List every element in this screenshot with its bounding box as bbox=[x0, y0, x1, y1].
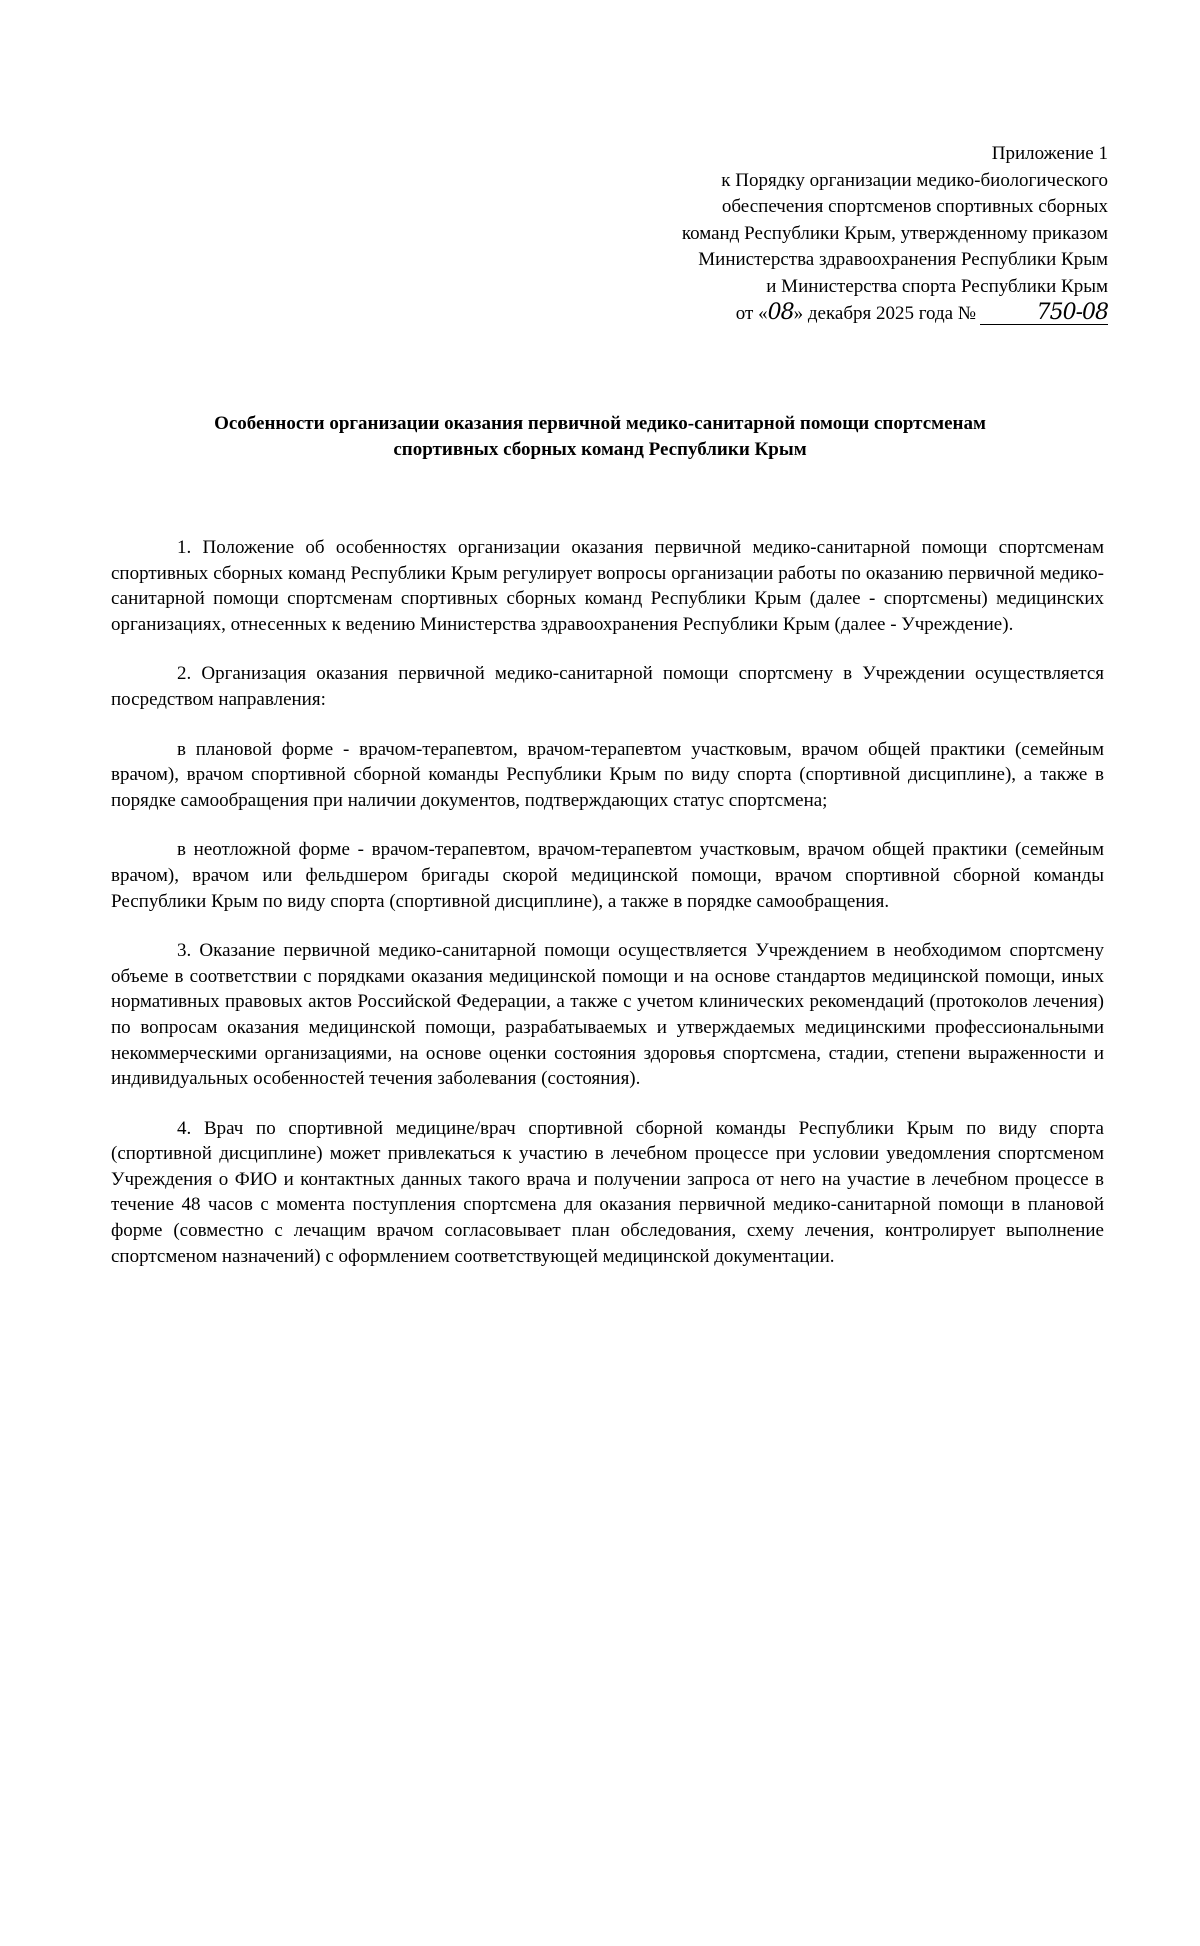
paragraph-1: 1. Положение об особенностях организации оказания первичной медико-санитарной помощи спортсменам спортивных сборных команд Республики Крым регулирует вопросы организации работы по оказанию первичной медико-санитарной помощи спортсменам спортивных сборных команд Республики Крым (далее - спортсмены) медицинских организациях, отнесенных к ведению Министерства здравоохранения Республики Крым (далее - Учреждение). bbox=[111, 537, 1104, 635]
appendix-line: и Министерства спорта Республики Крым bbox=[766, 275, 1108, 297]
appendix-label: Приложение 1 bbox=[991, 143, 1108, 164]
appendix-line: обеспечения спортсменов спортивных сборных bbox=[721, 196, 1108, 217]
appendix-line: к Порядку организации медико-биологического bbox=[721, 169, 1108, 191]
order-number-field bbox=[980, 300, 1108, 325]
document-body bbox=[111, 535, 1104, 1293]
title-line: спортивных сборных команд Республики Крым bbox=[393, 439, 807, 460]
paragraph-4: 4. Врач по спортивной медицине/врач спортивной сборной команды Республики Крым по виду спорта (спортивной дисциплине) может привлекаться к участию в лечебном процессе при условии уведомления спортсменом Учреждения о ФИО и контактных данных такого врача и получении запроса от него на участие в лечебном процессе в течение 48 часов с момента поступления спортсмена для оказания первичной медико-санитарной помощи в плановой форме (совместно с лечащим врачом согласовывает план обследования, схему лечения, контролирует выполнение спортсменом назначений) с оформлением соответствующей медицинской документации. bbox=[111, 1117, 1104, 1267]
date-suffix: » декабря 2025 года № bbox=[793, 303, 976, 324]
document-title bbox=[110, 411, 1090, 463]
date-prefix: от « bbox=[735, 303, 768, 324]
paragraph-2-urgent: в неотложной форме - врачом-терапевтом, врачом-терапевтом участковым, врачом общей практики (семейным врачом), врачом или фельдшером бригады скорой медицинской помощи, врачом спортивной сборной команды Республики Крым по виду спорта (спортивной дисциплине), а также в порядке самообращения. bbox=[111, 839, 1104, 912]
paragraph-2-planned: в плановой форме - врачом-терапевтом, врачом-терапевтом участковым, врачом общей практики (семейным врачом), врачом спортивной сборной команды Республики Крым по виду спорта (спортивной дисциплине), а также в порядке самообращения при наличии документов, подтверждающих статус спортсмена; bbox=[111, 738, 1104, 811]
appendix-header bbox=[548, 141, 1108, 328]
title-line: Особенности организации оказания первичной медико-санитарной помощи спортсменам bbox=[214, 413, 986, 434]
paragraph-2: 2. Организация оказания первичной медико-санитарной помощи спортсмену в Учреждении осуществляется посредством направления: bbox=[111, 663, 1104, 710]
paragraph-3: 3. Оказание первичной медико-санитарной помощи осуществляется Учреждением в необходимом спортсмену объеме в соответствии с порядками оказания медицинской помощи и на основе стандартов медицинской помощи, иных нормативных правовых актов Российской Федерации, а также с учетом клинических рекомендаций (протоколов лечения) по вопросам оказания медицинской помощи, разрабатываемых и утверждаемых медицинскими профессиональными некоммерческими организациями, на основе оценки состояния здоровья спортсмена, стадии, степени выраженности и индивидуальных особенностей течения заболевания (состояния). bbox=[111, 940, 1104, 1090]
handwritten-day: 08 bbox=[767, 300, 794, 325]
appendix-date-line bbox=[548, 300, 1108, 328]
appendix-line: команд Республики Крым, утвержденному приказом bbox=[681, 222, 1108, 244]
appendix-line: Министерства здравоохранения Республики Крым bbox=[698, 249, 1108, 270]
handwritten-order-number: 750-08 bbox=[1036, 300, 1108, 325]
